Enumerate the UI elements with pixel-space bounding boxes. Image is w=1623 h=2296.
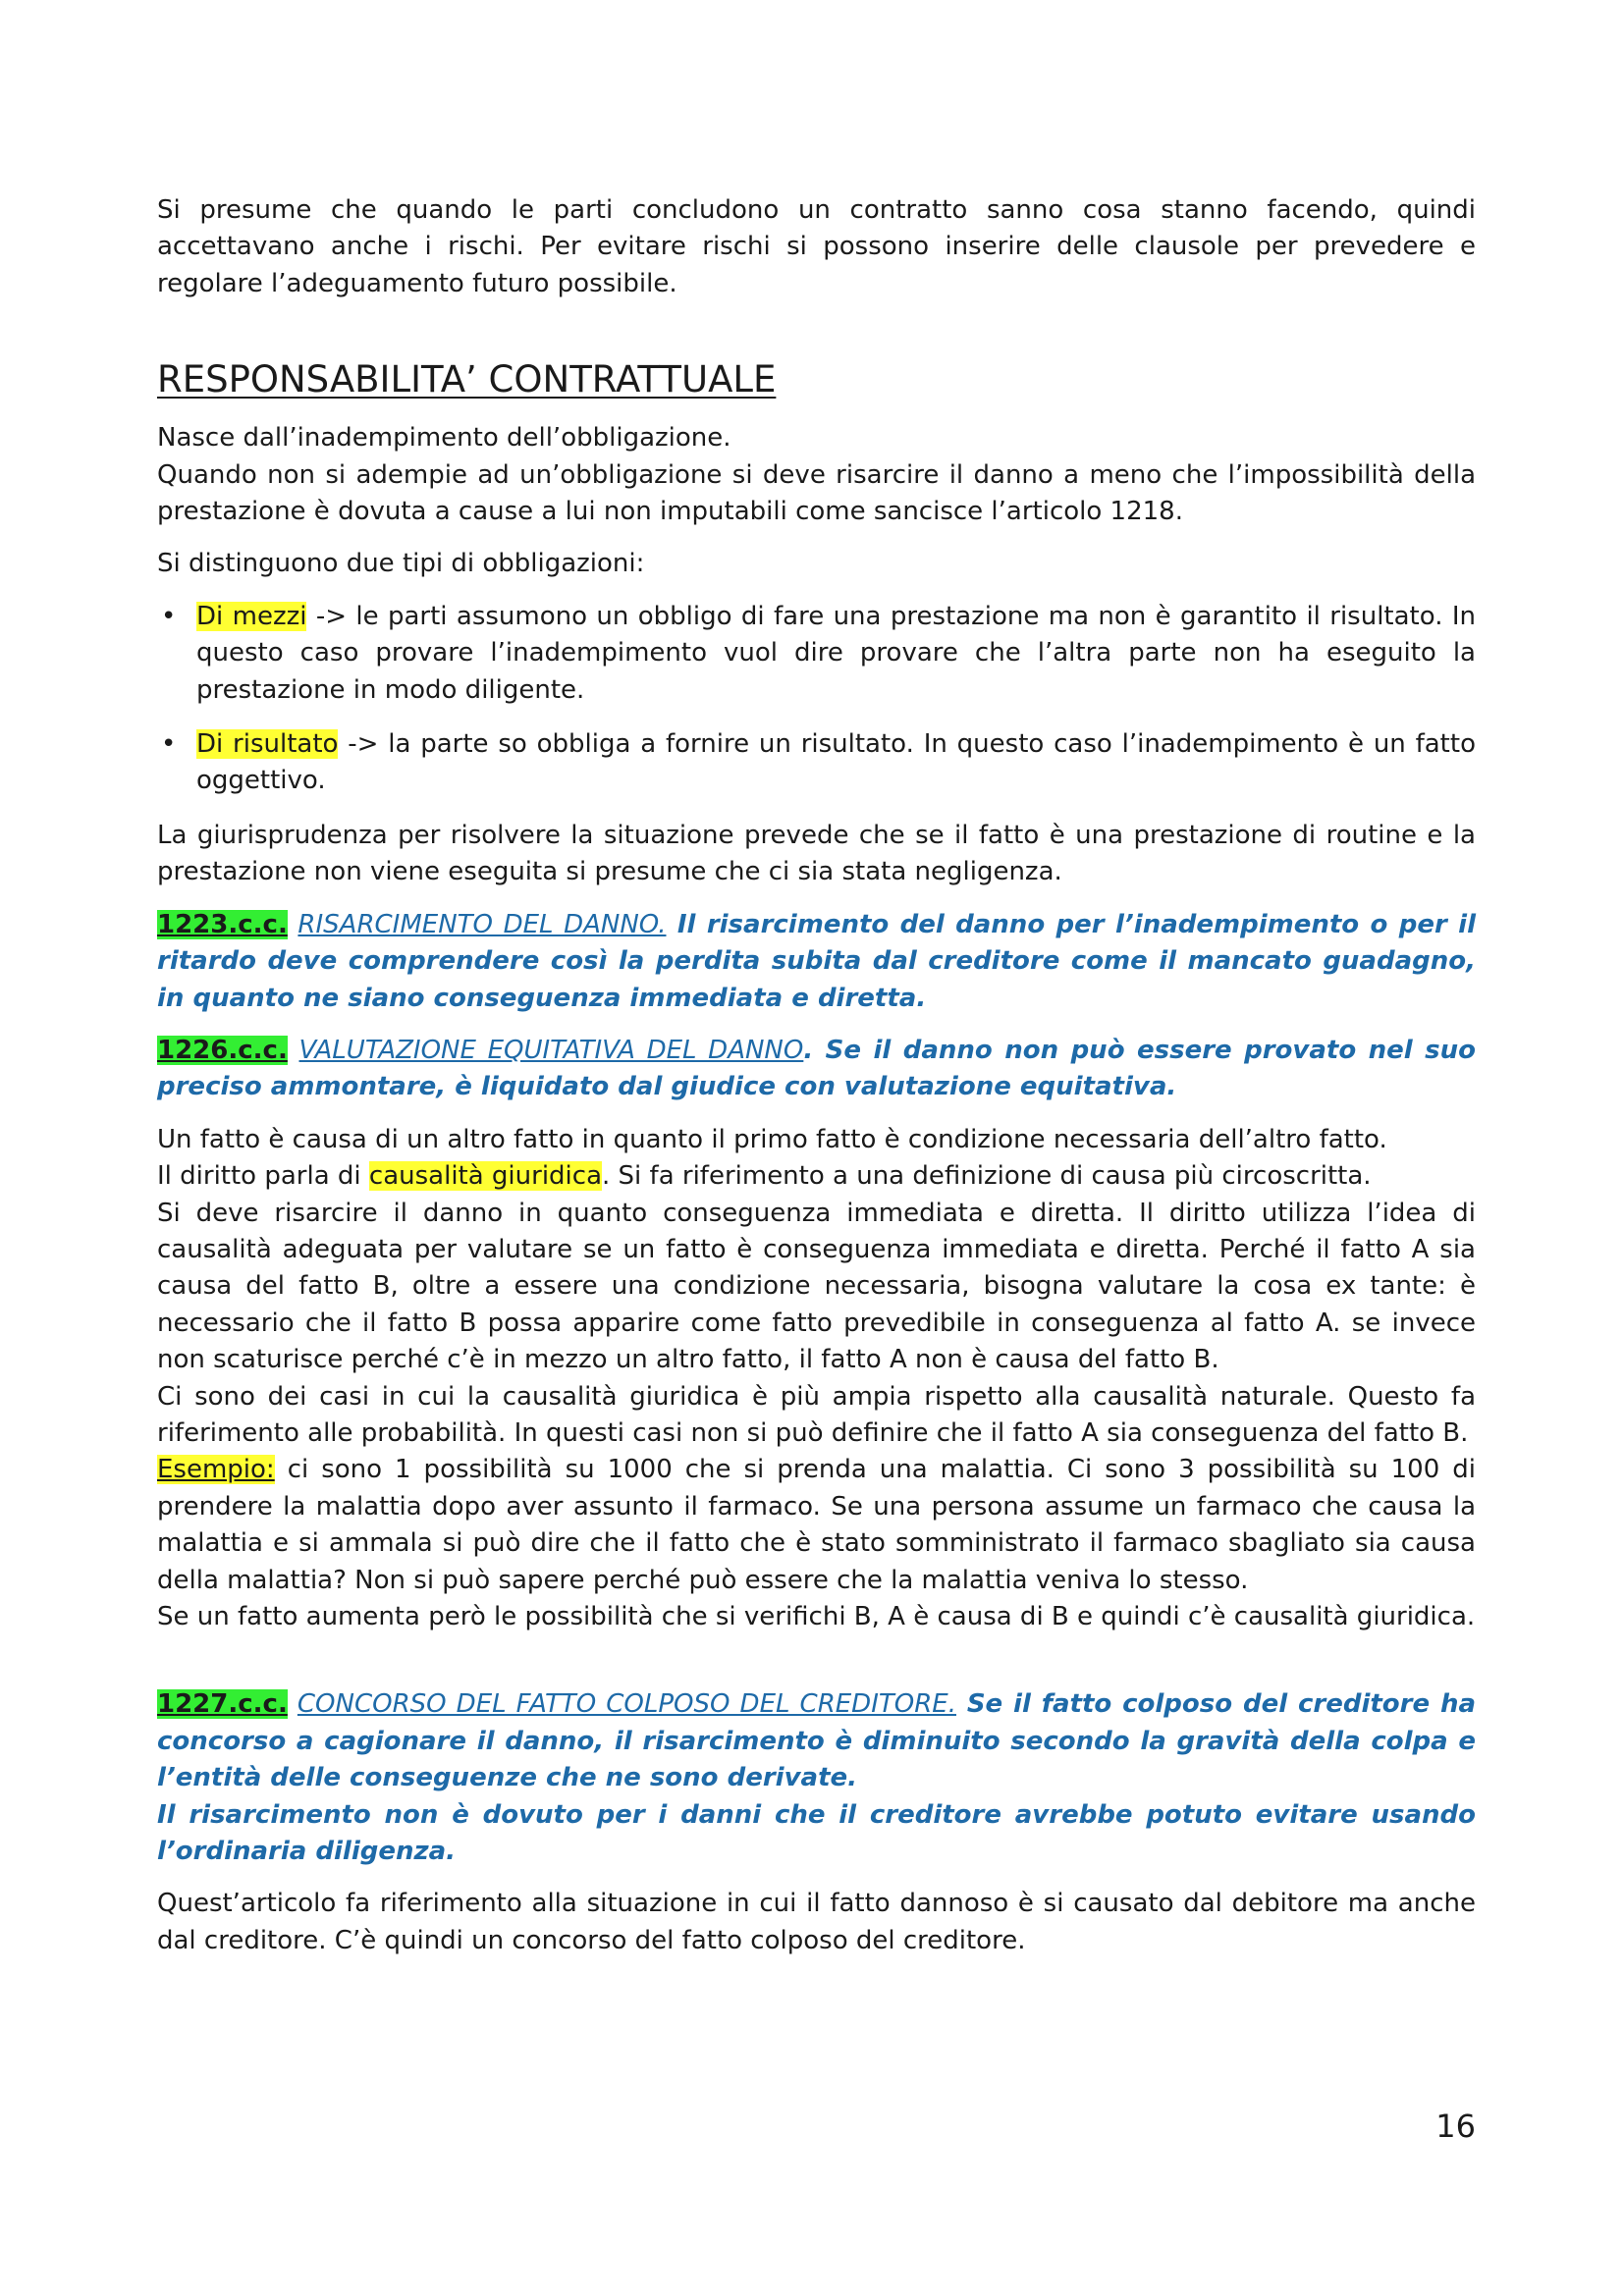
causality-line-2-pre: Il diritto parla di	[157, 1161, 369, 1192]
list-item	[157, 599, 1476, 709]
example-label: Esempio:	[157, 1455, 275, 1485]
highlighted-term: causalità giuridica	[368, 1161, 603, 1192]
origin-line-1: Nasce dall’inadempimento dell’obbligazione.	[157, 423, 731, 454]
origin-line-2: Quando non si adempie ad un’obbligazione si deve risarcire il danno a meno che l’impossibilità della prestazione è dovuta a cause a lui non imputabili come sancisce l’articolo 1218.	[157, 459, 1476, 527]
list-item-text: -> la parte so obbliga a fornire un risultato. In questo caso l’inadempimento è un fatto oggettivo.	[196, 729, 1476, 796]
list-item-text: -> le parti assumono un obbligo di fare una prestazione ma non è garantito il risultato. In questo caso provare l’inadempimento vuol dire provare che l’altra parte non ha eseguito la prestazione in modo diligente.	[196, 601, 1476, 705]
highlighted-term: Di risultato	[196, 729, 339, 760]
bullet-icon: •	[161, 601, 177, 631]
paragraph-origin	[157, 420, 1476, 530]
article-text-2: Il risarcimento non è dovuto per i danni che il creditore avrebbe potuto evitare usando l’ordinaria diligenza.	[157, 1799, 1476, 1867]
paragraph-concorso: Quest’articolo fa riferimento alla situazione in cui il fatto dannoso è si causato dal debitore ma anche dal creditore. C’è quindi un concorso del fatto colposo del creditore.	[157, 1889, 1476, 1955]
paragraph-jurisprudence: La giurisprudenza per risolvere la situazione prevede che se il fatto è una prestazione di routine e la prestazione non viene eseguita si presume che ci sia stata negligenza.	[157, 820, 1476, 887]
article-title: RISARCIMENTO DEL DANNO.	[298, 909, 667, 939]
article-1226	[157, 1033, 1476, 1106]
paragraph-causality	[157, 1122, 1476, 1636]
section-heading: RESPONSABILITA’ CONTRATTUALE	[157, 358, 777, 401]
article-code: 1227.c.c.	[157, 1689, 288, 1720]
causality-line-5: Se un fatto aumenta però le possibilità che si verifichi B, A è causa di B e quindi c’è causalità giuridica.	[157, 1602, 1476, 1631]
article-title: VALUTAZIONE EQUITATIVA DEL DANNO	[298, 1035, 804, 1065]
article-text: . Se il danno non può essere provato nel suo preciso ammontare, è liquidato dal giudice con valutazione equitativa.	[157, 1035, 1477, 1102]
highlighted-term: Di mezzi	[196, 601, 307, 631]
article-1227	[157, 1686, 1476, 1870]
article-text: Il risarcimento del danno per l’inadempimento o per il ritardo deve comprendere così la perdita subita dal creditore come il mancato guadagno, in quanto ne siano conseguenza immediata e diretta.	[157, 909, 1477, 1013]
causality-line-2-post: . Si fa riferimento a una definizione di causa più circoscritta.	[602, 1161, 1372, 1192]
causality-line-4: Ci sono dei casi in cui la causalità giuridica è più ampia rispetto alla causalità naturale. Questo fa riferimento alle probabilità. In questi casi non si può definire che il fatto A sia conseguenza del fatto B.	[157, 1381, 1476, 1448]
list-item	[157, 726, 1476, 800]
article-code: 1226.c.c.	[157, 1035, 288, 1065]
example-text: ci sono 1 possibilità su 1000 che si prenda una malattia. Ci sono 3 possibilità su 100 di prendere la malattia dopo aver assunto il farmaco. Se una persona assume un farmaco che causa la malattia e si ammala si può dire che il fatto che è stato somministrato il farmaco sbagliato sia causa della malattia? Non si può sapere perché può essere che la malattia veniva lo stesso.	[157, 1455, 1476, 1595]
intro-paragraph: Si presume che quando le parti concludono un contratto sanno cosa stanno facendo, quindi accettavano anche i rischi. Per evitare rischi si possono inserire delle clausole per prevedere e regolare l’adeguamento futuro possibile.	[157, 195, 1476, 298]
article-1223	[157, 907, 1476, 1017]
article-text: Se il fatto colposo del creditore ha concorso a cagionare il danno, il risarcimento è diminuito secondo la gravità della colpa e l’entità delle conseguenze che ne sono derivate.	[157, 1689, 1476, 1793]
causality-line-3: Si deve risarcire il danno in quanto conseguenza immediata e diretta. Il diritto utilizza l’idea di causalità adeguata per valutare se un fatto è conseguenza immediata e diretta. Perché il fatto A sia causa del fatto B, oltre a essere una condizione necessaria, bisogna valutare la cosa ex tante: è necessario che il fatto B possa apparire come fatto prevedibile in conseguenza al fatto A. se invece non scaturisce perché c’è in mezzo un altro fatto, il fatto A non è causa del fatto B.	[157, 1198, 1476, 1375]
article-title: CONCORSO DEL FATTO COLPOSO DEL CREDITORE.	[297, 1689, 956, 1720]
paragraph-types-intro: Si distinguono due tipi di obbligazioni:	[157, 549, 645, 579]
page-number: 16	[1435, 2108, 1476, 2145]
obligation-types-list	[157, 599, 1476, 800]
causality-line-1: Un fatto è causa di un altro fatto in quanto il primo fatto è condizione necessaria dell’altro fatto.	[157, 1124, 1387, 1154]
article-code: 1223.c.c.	[157, 909, 288, 939]
document-page	[157, 192, 1476, 1959]
bullet-icon: •	[161, 729, 177, 760]
